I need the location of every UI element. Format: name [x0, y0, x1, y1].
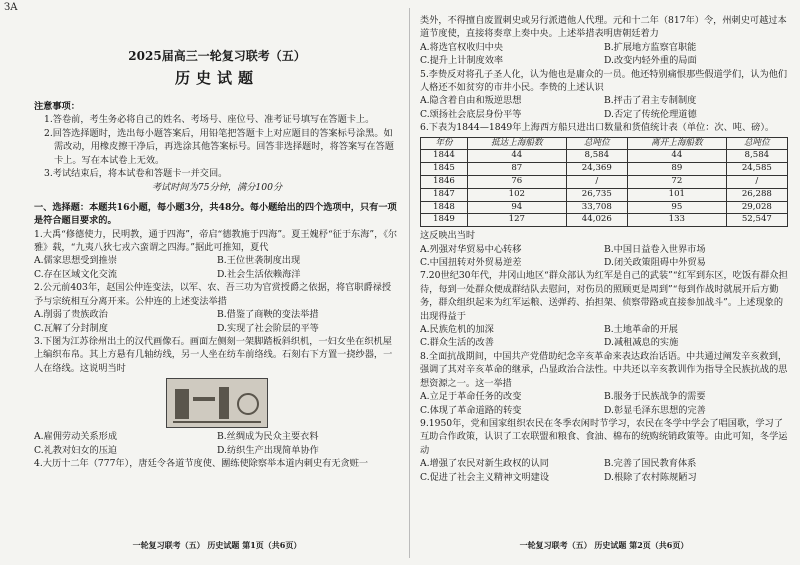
- question-stem: 8.全面抗战期间，中国共产党借助纪念辛亥革命来表达政治话语。中共通过阐发辛亥救到，强调了其对辛亥革命的继承，凸显政治合法性。中共还以辛亥教训作为指导全民族抗战的思想资源之一。这一举措: [420, 350, 788, 389]
- table-cell: 8,584: [566, 150, 627, 163]
- page-divider: [409, 8, 410, 558]
- column-header: 总吨位: [726, 137, 787, 150]
- option-d: D.社会生活依赖海洋: [217, 268, 301, 280]
- table-cell: 133: [627, 214, 726, 227]
- question-stem: 6.下表为1844—1849年上海西方船只进出口数量和货值统计表（单位：次、吨、磅）。: [420, 122, 775, 134]
- option-a: A.雇佣劳动关系形成: [34, 431, 118, 443]
- table-cell: 1845: [421, 163, 468, 176]
- option-d: D.否定了传统伦理道德: [604, 108, 697, 120]
- option-a: A.儒家思想受到推崇: [34, 255, 118, 267]
- subject-title: 历史试题: [174, 69, 259, 87]
- option-a: A.列强对华贸易中心转移: [420, 243, 522, 255]
- corner-mark: ЗA: [4, 2, 18, 13]
- right-page: [420, 14, 788, 552]
- table-row: [421, 201, 788, 214]
- option-d: D.根除了农村陈规陋习: [604, 471, 697, 483]
- option-b: B.土地革命的开展: [604, 324, 678, 336]
- question-stem: 1.大禹“修德使力，民明教，通于四海”，帝启“德教施于四海”。夏王媿杼“征于东海”，《尔雅》载，“九夷八狄七戎六蛮谓之四海。”据此可推知，夏代: [34, 228, 398, 254]
- table-header-row: [421, 137, 788, 150]
- option-c: C.瓦解了分封制度: [34, 322, 108, 334]
- notice-item: 1.答卷前，考生务必将自己的姓名、考场号、座位号、准考证号填写在答题卡上。: [44, 114, 375, 126]
- table-cell: 1848: [421, 201, 468, 214]
- column-header: 总吨位: [566, 137, 627, 150]
- option-a: A.立足于革命任务的改变: [420, 391, 522, 403]
- option-c: C.颂扬社会底层身份平等: [420, 108, 522, 120]
- option-d: D.减租减息的实施: [604, 337, 679, 349]
- time-info: 考试时间为75分钟，满分100分: [151, 182, 283, 194]
- option-a: A.将选官权收归中央: [420, 41, 504, 53]
- table-cell: 24,369: [566, 163, 627, 176]
- option-c: C.体现了革命道路的转变: [420, 404, 522, 416]
- option-b: B.借鉴了商鞅的变法举措: [217, 309, 319, 321]
- option-d: D.改变内轻外重的局面: [604, 55, 697, 67]
- table-cell: 102: [467, 188, 566, 201]
- table-cell: 44: [467, 150, 566, 163]
- table-cell: 33,708: [566, 201, 627, 214]
- question-8: [420, 350, 788, 417]
- options: [420, 457, 788, 484]
- table-cell: 95: [627, 201, 726, 214]
- question-7: [420, 269, 788, 349]
- section-heading: 一、选择题：本题共16小题，每小题3分，共48分。每小题给出的四个选项中，只有一项是符合题目要求的。: [34, 201, 397, 227]
- table-cell: 89: [627, 163, 726, 176]
- option-a: A.削弱了贵族政治: [34, 309, 108, 321]
- column-header: 抵达上海船数: [467, 137, 566, 150]
- exam-title: 2025届高三一轮复习联考（五）: [128, 49, 306, 63]
- page-footer: 一轮复习联考（五） 历史试题 第1页（共6页）: [132, 539, 302, 550]
- question-9: [420, 417, 788, 484]
- table-row: [421, 150, 788, 163]
- question-4: [34, 457, 400, 470]
- shipping-table: [420, 137, 788, 228]
- notice-item: 2.回答选择题时，选出每小题答案后，用铅笔把答题卡上对应题目的答案标号涂黑。如需改动，用橡皮擦干净后，再选涂其他答案标号。回答非选择题时，将答案写在答题卡上。写在本试卷上无效。: [44, 127, 394, 166]
- option-c: C.存在区域文化交流: [34, 268, 118, 280]
- question-1: [34, 228, 400, 282]
- question-stem: 4.大历十二年（777年），唐廷令各道节度使、團练使除察举本道内刺史有无贪赃一: [34, 457, 369, 469]
- option-b: B.丝绸成为民众主要衣料: [217, 431, 319, 443]
- left-page: [34, 14, 400, 552]
- table-cell: 87: [467, 163, 566, 176]
- question-6: [420, 121, 788, 269]
- question-4-continued: [420, 14, 788, 68]
- option-c: C.群众生活的改善: [420, 337, 494, 349]
- question-stem: 7.20世纪30年代，井冈山地区“群众部认为红军是自己的武装”“红军到东区，吃饭有群众担待，每到一处群众便成群结队去慰问，对伤员的照顾更是周到”“每到作战时就展开后方勤务，群众组织起来为红军运粮、送弹药、抬担架、侦察带路或直接参加战斗”。上述现象的出现得益于: [420, 270, 788, 322]
- option-a: A.隐含着自由和叛逆思想: [420, 95, 522, 107]
- question-stem: 9.1950年，党和国家组织农民在冬季农闲时节学习，农民在冬学中学会了唱国歌，学习了互助合作政策，认识了工农联盟和粮食、食油、棉布的统购统销政策等。由此可知，冬学运动: [420, 417, 788, 456]
- table-cell: 1849: [421, 214, 468, 227]
- option-c: C.礼教对妇女的压迫: [34, 444, 118, 456]
- question-3: [34, 335, 400, 457]
- options: [420, 390, 788, 417]
- option-a: A.民族危机的加深: [420, 324, 494, 336]
- table-row: [421, 163, 788, 176]
- options: [420, 94, 788, 121]
- table-cell: 1847: [421, 188, 468, 201]
- table-cell: 1844: [421, 150, 468, 163]
- options: [34, 308, 400, 335]
- page-footer: 一轮复习联考（五） 历史试题 第2页（共6页）: [519, 539, 689, 550]
- table-row: [421, 176, 788, 189]
- table-cell: 26,735: [566, 188, 627, 201]
- column-header: 离开上海船数: [627, 137, 726, 150]
- table-cell: /: [566, 176, 627, 189]
- question-stem: 类外，不得擅自废置刺史或另行派遣他人代理。元和十二年（817年）令，州刺史可越过本道节度使，直接将奏章上奏中央。上述举措表明唐朝廷着力: [420, 15, 787, 40]
- question-stem: 2.公元前403年，赵国公仲连变法，以军、农、吾三功为官赏授爵之依据，将官职爵禄授予与宗统相互分离开来。公仲连的上述变法举措: [34, 282, 392, 307]
- option-b: B.扩展地方监察官职能: [604, 41, 697, 53]
- table-cell: 52,547: [726, 214, 787, 227]
- table-cell: 24,585: [726, 163, 787, 176]
- table-cell: /: [726, 176, 787, 189]
- option-d: D.纺织生产出现简单协作: [217, 444, 319, 456]
- table-cell: 101: [627, 188, 726, 201]
- question-2: [34, 281, 400, 335]
- stone-relief-image: [166, 378, 268, 428]
- notice-block: [34, 100, 400, 195]
- option-b: B.服务于民族战争的需要: [604, 391, 706, 403]
- option-c: C.提升上计制度效率: [420, 55, 504, 67]
- notice-heading: 注意事项：: [34, 101, 80, 112]
- table-cell: 76: [467, 176, 566, 189]
- question-5: [420, 68, 788, 122]
- table-cell: 29,028: [726, 201, 787, 214]
- options: [420, 41, 788, 68]
- table-cell: 127: [467, 214, 566, 227]
- option-c: C.促进了社会主义精神文明建设: [420, 471, 550, 483]
- table-cell: 44: [627, 150, 726, 163]
- question-stem: 5.李贽反对将孔子圣人化，认为他也是庸众的一员。他还特别痛恨那些假道学们，认为他们人格还不如贫穷的市井小民。李贽的上述认识: [420, 68, 788, 94]
- table-cell: 94: [467, 201, 566, 214]
- option-d: D.实现了社会阶层的平等: [217, 322, 319, 334]
- option-d: D.闭关政策阻碍中外贸易: [604, 257, 706, 269]
- table-cell: 8,584: [726, 150, 787, 163]
- table-row: [421, 214, 788, 227]
- option-d: D.彰显毛泽东思想的完善: [604, 404, 706, 416]
- table-cell: 1846: [421, 176, 468, 189]
- options: [34, 430, 400, 457]
- column-header: 年份: [421, 137, 468, 150]
- question-stem: 3.下图为江苏徐州出土的汉代画像石。画面左侧刻一架脚踏板斜织机，一妇女坐在织机屋上编织布帛。其上方悬有几轴纺线，另一人坐在纺车前络线。石刻右下方置一挠纱器，一人在络线。这说明当时: [34, 335, 393, 374]
- table-cell: 44,026: [566, 214, 627, 227]
- option-b: B.抨击了君主专制制度: [604, 95, 697, 107]
- option-b: B.完善了国民教育体系: [604, 458, 697, 470]
- options: [420, 323, 788, 350]
- option-b: B.中国日益卷入世界市场: [604, 243, 706, 255]
- question-lead: 这反映出当时: [420, 230, 476, 242]
- option-c: C.中国扭转对外贸易逆差: [420, 257, 522, 269]
- notice-item: 3.考试结束后，将本试卷和答题卡一并交回。: [44, 168, 228, 180]
- options: [34, 254, 400, 281]
- table-cell: 72: [627, 176, 726, 189]
- option-b: B.王位世袭制度出现: [217, 255, 301, 267]
- options: [420, 243, 788, 270]
- table-row: [421, 188, 788, 201]
- option-a: A.增强了农民对新生政权的认同: [420, 458, 549, 470]
- table-cell: 26,288: [726, 188, 787, 201]
